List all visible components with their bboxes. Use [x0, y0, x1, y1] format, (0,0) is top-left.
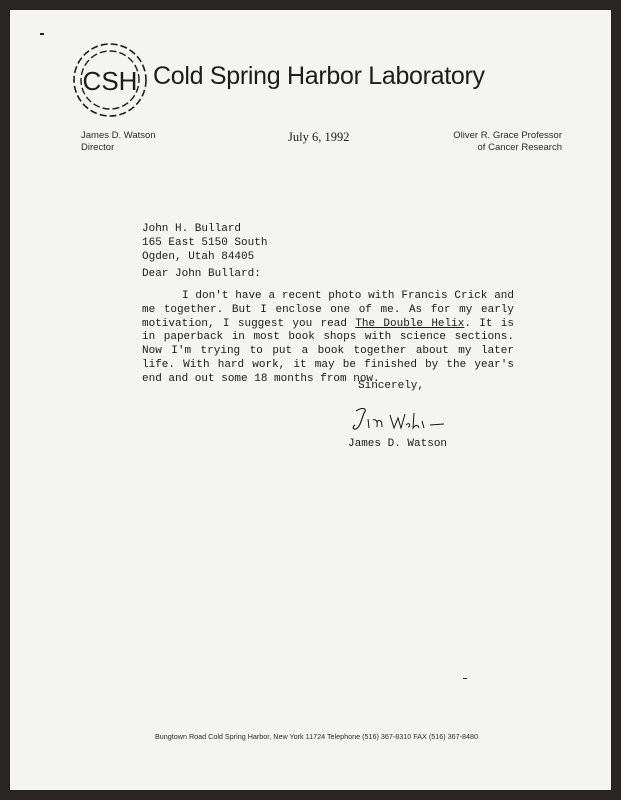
salutation: Dear John Bullard:	[142, 268, 261, 280]
stray-mark	[463, 678, 467, 679]
recipient-street: 165 East 5150 South	[142, 236, 268, 249]
letter-date: July 6, 1992	[288, 130, 350, 144]
director-title: Director	[81, 142, 115, 153]
director-block	[81, 130, 156, 154]
recipient-city: Ogden, Utah 84405	[142, 250, 255, 263]
handwritten-signature-icon	[348, 403, 448, 435]
letter-body	[142, 290, 514, 387]
director-name: James D. Watson	[81, 130, 156, 141]
letter-page	[10, 10, 611, 790]
professorship-block	[453, 130, 562, 154]
body-text-part-1: I don't have a recent photo with Francis Crick and me together. But I enclose one of me. As for my early motivation, I suggest you read	[142, 290, 514, 330]
signer-name: James D. Watson	[348, 438, 448, 450]
logo-text: CSH	[82, 66, 138, 96]
recipient-address	[142, 223, 267, 264]
letterhead-footer: Bungtown Road Cold Spring Harbor, New York 11724 Telephone (516) 367-8310 FAX (516) 367-8480	[155, 732, 478, 741]
closing: Sincerely,	[358, 380, 425, 392]
professorship-line-2: of Cancer Research	[477, 142, 562, 153]
csh-logo-icon	[68, 38, 152, 122]
body-text-part-2: . It is in paperback in most book shops with science sections. Now I'm trying to put a book together about my later life. With hard work, it may be finished by the year's end and out some 18 months from now.	[142, 317, 514, 385]
professorship-line-1: Oliver R. Grace Professor	[453, 130, 562, 141]
stray-mark	[40, 33, 44, 35]
organization-name: Cold Spring Harbor Laboratory	[153, 62, 485, 90]
recipient-name: John H. Bullard	[142, 223, 242, 235]
book-title: The Double Helix	[355, 317, 465, 330]
